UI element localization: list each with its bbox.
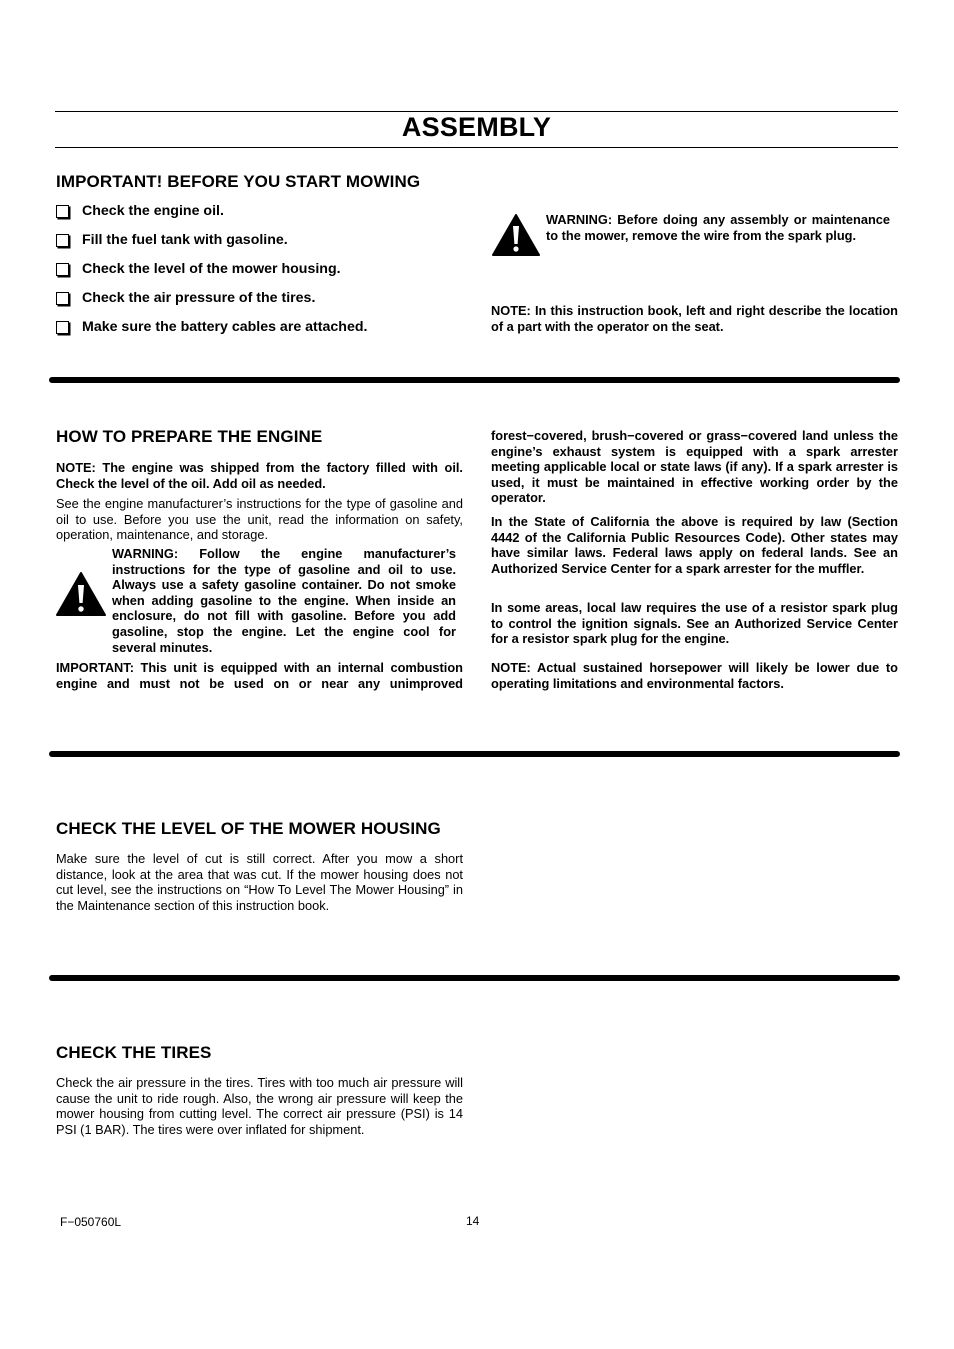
warning-triangle-icon <box>55 571 107 617</box>
combustion-important: IMPORTANT: This unit is equipped with an internal combustion engine and must not be used on or near any unimproved <box>56 660 463 691</box>
warning-triangle-icon <box>491 213 541 257</box>
checkbox-icon[interactable] <box>56 205 69 218</box>
checklist-item[interactable] <box>56 318 367 336</box>
horsepower-note: NOTE: Actual sustained horsepower will likely be lower due to operating limitations and environmental factors. <box>491 660 898 691</box>
checklist-label: Check the engine oil. <box>82 203 224 219</box>
checklist-item[interactable] <box>56 289 315 307</box>
left-right-note: NOTE: In this instruction book, left and right describe the location of a part with the operator on the seat. <box>491 303 898 334</box>
page-number: 14 <box>466 1214 480 1228</box>
checklist-label: Make sure the battery cables are attached. <box>82 319 368 335</box>
gasoline-warning: WARNING: Follow the engine manufacturer’s instructions for the type of gasoline and oil to use. Always use a safety gasoline container. Do not smoke when adding gasoline to the engine. When inside an enclosure, do not fill with gasoline. Before you add gasoline, stop the engine. Let the engine cool for several minutes. <box>112 546 456 655</box>
document-code: F−050760L <box>60 1215 122 1229</box>
tires-heading: CHECK THE TIRES <box>56 1043 212 1062</box>
checkbox-icon[interactable] <box>56 263 69 276</box>
before-mowing-heading: IMPORTANT! BEFORE YOU START MOWING <box>56 172 421 191</box>
california-law-text: In the State of California the above is required by law (Section 4442 of the California Public Resources Code). Other states may have similar laws. Federal laws apply on federal lands. See an Authorized Service Center for a spark arrester for the muffler. <box>491 514 898 576</box>
spark-arrester-text: forest−covered, brush−covered or grass−covered land unless the engine’s exhaust system is equipped with a spark arrester meeting applicable local or state laws (if any). If a spark arrester is used, it must be maintained in effective working order by the operator. <box>491 428 898 506</box>
resistor-plug-text: In some areas, local law requires the use of a resistor spark plug to control the ignition signals. See an Authorized Service Center for a resistor spark plug for the engine. <box>491 600 898 647</box>
checklist-item[interactable] <box>56 260 341 278</box>
engine-oil-note: NOTE: The engine was shipped from the factory filled with oil. Check the level of the oil. Add oil as needed. <box>56 460 463 491</box>
spark-plug-warning: WARNING: Before doing any assembly or maintenance to the mower, remove the wire from the spark plug. <box>546 212 890 243</box>
checkbox-icon[interactable] <box>56 321 69 334</box>
prepare-engine-heading: HOW TO PREPARE THE ENGINE <box>56 427 323 446</box>
checklist-label: Check the level of the mower housing. <box>82 261 341 277</box>
section-divider <box>49 377 900 383</box>
checkbox-icon[interactable] <box>56 292 69 305</box>
section-divider <box>49 975 900 981</box>
title-bottom-rule <box>55 147 898 148</box>
checklist-item[interactable] <box>56 202 224 220</box>
tires-text: Check the air pressure in the tires. Tires with too much air pressure will cause the unit to ride rough. Also, the wrong air pressure will keep the mower housing from cutting level. The correct air pressure (PSI) is 14 PSI (1 BAR). The tires were over inflated for shipment. <box>56 1075 463 1137</box>
section-divider <box>49 751 900 757</box>
page-title: ASSEMBLY <box>401 112 552 142</box>
engine-intro-text: See the engine manufacturer’s instructions for the type of gasoline and oil to use. Before you use the unit, read the information on safety, operation, maintenance, and storage. <box>56 496 463 543</box>
mower-housing-text: Make sure the level of cut is still correct. After you mow a short distance, look at the area that was cut. If the mower housing does not cut level, see the instructions on “How To Level The Mower Housing” in the Maintenance section of this instruction book. <box>56 851 463 913</box>
checklist-item[interactable] <box>56 231 288 249</box>
checkbox-icon[interactable] <box>56 234 69 247</box>
checklist-label: Check the air pressure of the tires. <box>82 290 316 306</box>
checklist-label: Fill the fuel tank with gasoline. <box>82 232 288 248</box>
mower-housing-heading: CHECK THE LEVEL OF THE MOWER HOUSING <box>56 819 441 838</box>
